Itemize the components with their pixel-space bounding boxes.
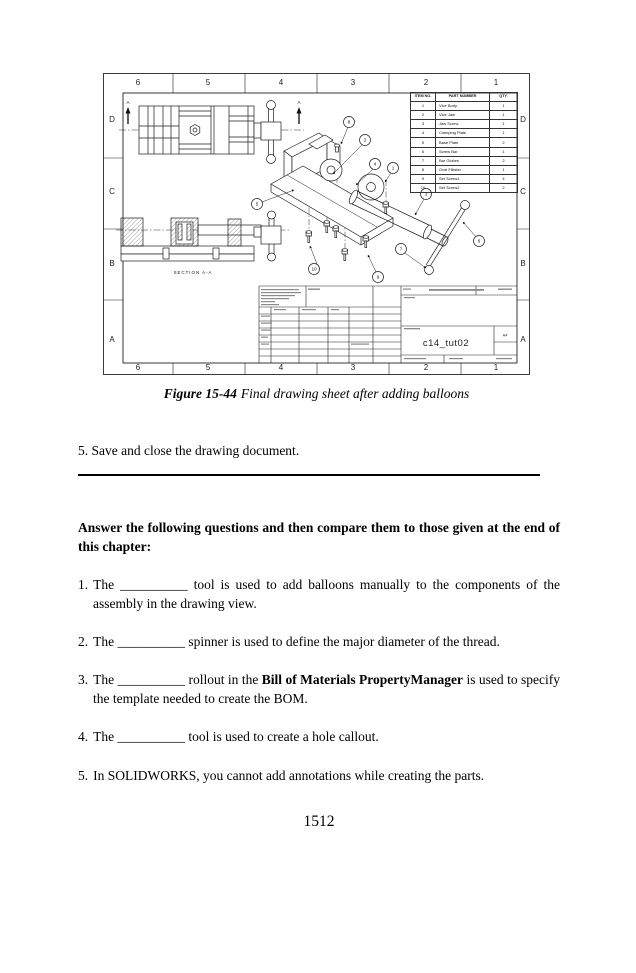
- svg-text:6: 6: [477, 238, 481, 244]
- bom-cell: 1: [490, 120, 518, 129]
- bom-cell: 6: [411, 147, 436, 156]
- bom-cell: Vice Body: [436, 102, 490, 111]
- zone-label: D: [109, 115, 115, 124]
- bom-row: [411, 183, 518, 192]
- svg-text:3: 3: [424, 191, 428, 197]
- section-view: [116, 211, 289, 275]
- question-item-1: [78, 575, 560, 613]
- page-content: [78, 73, 560, 833]
- svg-text:10: 10: [311, 266, 317, 272]
- svg-text:9: 9: [376, 274, 380, 280]
- bom-cell: 2: [490, 156, 518, 165]
- bom-cell: Jaw Screw: [436, 120, 490, 129]
- question-text: The __________ rollout in the: [93, 672, 262, 688]
- bom-cell: 2: [411, 111, 436, 120]
- zone-label: 4: [278, 363, 284, 372]
- bom-cell: Vice Jaw: [436, 111, 490, 120]
- bom-row: [411, 165, 518, 174]
- bom-header-qty: QTY.: [490, 93, 518, 102]
- title-block: [259, 286, 517, 363]
- bom-cell: Set Screw2: [436, 183, 490, 192]
- question-bold-text: Bill of Materials PropertyManager: [261, 672, 464, 688]
- front-view: [119, 100, 304, 164]
- zone-label: 1: [493, 78, 499, 87]
- question-text-after: is used to specify the template needed to create the BOM.: [93, 672, 560, 707]
- questions-heading: Answer the following questions and then compare them to those given at the end of this chapter:: [78, 520, 560, 555]
- balloon-5: [252, 199, 263, 210]
- bom-cell: 3: [411, 120, 436, 129]
- zone-label: 6: [135, 363, 141, 372]
- question-number: 4.: [78, 729, 89, 745]
- bom-row: [411, 120, 518, 129]
- bom-header-row: [411, 93, 518, 102]
- question-number: 5.: [78, 767, 89, 783]
- bom-cell: 1: [490, 165, 518, 174]
- balloon-6: [474, 236, 485, 247]
- section-arrow-label-left: A: [126, 100, 130, 105]
- question-text: In SOLIDWORKS, you cannot add annotations while creating the parts.: [93, 767, 485, 783]
- figure-caption-text: Final drawing sheet after adding balloons: [240, 386, 470, 401]
- bom-cell: Oval Fillister: [436, 165, 490, 174]
- bom-cell: 2: [490, 138, 518, 147]
- question-number: 2.: [78, 633, 89, 649]
- question-item-3: [78, 670, 560, 708]
- sheet-size-text: A4: [502, 332, 508, 338]
- zone-label: B: [109, 259, 115, 268]
- bom-body: [411, 102, 518, 193]
- balloon-4: [370, 159, 381, 170]
- bom-cell: Bar Globes: [436, 156, 490, 165]
- question-item-2: [78, 632, 560, 651]
- bom-row: [411, 147, 518, 156]
- svg-text:2: 2: [363, 137, 367, 143]
- bom-cell: Base Plate: [436, 138, 490, 147]
- bom-cell: 1: [490, 147, 518, 156]
- section-arrow-label-right: A: [297, 100, 301, 105]
- title-block-fineprint: [261, 289, 512, 360]
- page-number: 1512: [303, 812, 335, 830]
- questions-list: [78, 575, 560, 785]
- bom-table: [410, 92, 518, 193]
- zone-label: A: [520, 335, 526, 344]
- zone-label: C: [109, 187, 115, 196]
- zone-label: 4: [278, 78, 284, 87]
- bom-cell: 5: [411, 138, 436, 147]
- figure-caption: [103, 384, 530, 403]
- bom-row: [411, 174, 518, 183]
- balloon-10: [309, 264, 320, 275]
- bom-header-part: PART NUMBER: [436, 93, 490, 102]
- zone-label: B: [520, 259, 526, 268]
- svg-text:1: 1: [391, 165, 395, 171]
- bom-cell: Clamping Plate: [436, 129, 490, 138]
- zone-label: A: [109, 335, 115, 344]
- question-item-5: [78, 766, 560, 785]
- question-number: 3.: [78, 672, 89, 688]
- svg-text:5: 5: [255, 201, 259, 207]
- bom-cell: 9: [411, 174, 436, 183]
- balloon-2: [360, 135, 371, 146]
- bom-row: [411, 111, 518, 120]
- svg-text:8: 8: [347, 119, 351, 125]
- bom-cell: 4: [490, 174, 518, 183]
- figure-caption-label: Figure 15-44: [163, 386, 237, 401]
- zone-label: 5: [205, 78, 211, 87]
- bom-header-item: ITEM NO.: [411, 93, 436, 102]
- bom-cell: Set Screw1: [436, 174, 490, 183]
- bom-cell: 4: [411, 129, 436, 138]
- question-text: The __________ tool is used to add balloons manually to the components of the assembly in the drawing view.: [93, 576, 560, 611]
- section-arrow-left: [126, 107, 131, 124]
- zone-label: D: [520, 115, 526, 124]
- bom-cell: 1: [411, 102, 436, 111]
- bom-cell: 2: [490, 183, 518, 192]
- section-view-label: SECTION A-A: [173, 270, 213, 275]
- bom-row: [411, 129, 518, 138]
- question-text: The __________ spinner is used to define the major diameter of the thread.: [93, 633, 500, 649]
- balloon-7: [396, 244, 407, 255]
- step-text: 5. Save and close the drawing document.: [78, 443, 300, 459]
- zone-label: 6: [135, 78, 141, 87]
- zone-label: 3: [350, 363, 356, 372]
- question-text: The __________ tool is used to create a hole callout.: [93, 729, 379, 745]
- bom-cell: 8: [411, 165, 436, 174]
- question-number: 1.: [78, 576, 89, 592]
- bom-cell: Screw Bar: [436, 147, 490, 156]
- zone-label: 2: [423, 78, 429, 87]
- bom-cell: 1: [490, 129, 518, 138]
- zone-label: 2: [423, 363, 429, 372]
- bom-cell: 7: [411, 156, 436, 165]
- balloon-1: [388, 163, 399, 174]
- bom-cell: 1: [490, 111, 518, 120]
- section-divider: [78, 474, 540, 476]
- bom-row: [411, 102, 518, 111]
- dwg-no-text: c14_tut02: [422, 338, 470, 349]
- bom-row: [411, 156, 518, 165]
- bom-cell: 10: [411, 183, 436, 192]
- drawing-sheet-figure: [103, 73, 530, 375]
- bom-cell: 1: [490, 102, 518, 111]
- svg-text:7: 7: [399, 246, 403, 252]
- question-item-4: [78, 727, 560, 746]
- section-arrow-right: [297, 107, 302, 124]
- zone-label: C: [520, 187, 526, 196]
- bom-row: [411, 138, 518, 147]
- zone-label: 3: [350, 78, 356, 87]
- balloon-8: [344, 117, 355, 128]
- zone-label: 5: [205, 363, 211, 372]
- balloon-9: [373, 272, 384, 283]
- zone-label: 1: [493, 363, 499, 372]
- svg-text:4: 4: [373, 161, 377, 167]
